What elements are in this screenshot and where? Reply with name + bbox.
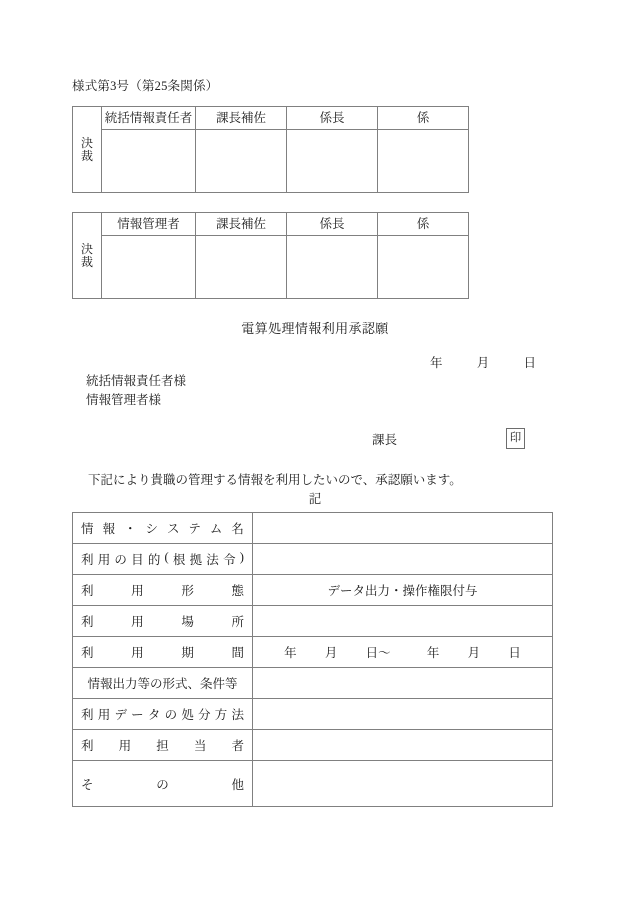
label-spread: 利 用 形 態 — [81, 584, 244, 598]
detail-value-data-disposal[interactable] — [253, 699, 553, 730]
date-line — [430, 353, 536, 371]
detail-label-purpose — [73, 544, 253, 575]
stamp-label-char: 決 — [80, 135, 93, 150]
addressee-line: 情報管理者様 — [86, 393, 162, 408]
detail-label-output-format: 情報出力等の形式、条件等 — [73, 668, 253, 699]
detail-table — [72, 512, 553, 807]
seal-stamp-box[interactable]: 印 — [506, 428, 525, 449]
usage-period-date-range — [284, 646, 521, 660]
approval-role-header: 課長補佐 — [196, 213, 287, 236]
detail-label-system-name — [73, 513, 253, 544]
addressee-line: 統括情報責任者様 — [86, 374, 187, 388]
approval-role-header: 課長補佐 — [196, 107, 287, 130]
table-row — [73, 236, 469, 299]
detail-label-person-in-charge — [73, 730, 253, 761]
label-spread: そ の 他 — [81, 777, 244, 792]
detail-value-usage-form[interactable]: データ出力・操作権限付与 — [253, 575, 553, 606]
table-row — [73, 130, 469, 193]
table-row — [73, 761, 553, 807]
addressee-block — [86, 372, 186, 411]
approval-signature-cell[interactable] — [196, 130, 287, 193]
detail-table-body — [73, 513, 553, 807]
date-day-label: 日 — [523, 356, 537, 370]
detail-value-purpose[interactable] — [253, 544, 553, 575]
label-spread: 情 報 ・ シ ス テ ム 名 — [81, 522, 244, 536]
approval-table-chief-information-officer — [72, 106, 469, 193]
approval-role-header: 係長 — [287, 107, 378, 130]
table-row — [73, 213, 469, 236]
period-start-month: 月 — [324, 646, 338, 660]
approval-role-header: 係 — [378, 107, 469, 130]
table-row — [73, 606, 553, 637]
period-end-day: 日 — [508, 646, 521, 660]
detail-value-usage-place[interactable] — [253, 606, 553, 637]
approval-role-header: 情報管理者 — [102, 213, 196, 236]
document-title: 電算処理情報利用承認願 — [241, 321, 389, 336]
table-row — [73, 544, 553, 575]
approval-signature-cell[interactable] — [102, 236, 196, 299]
detail-label-usage-period — [73, 637, 253, 668]
stamp-label-char: 裁 — [80, 148, 93, 163]
table-row — [73, 513, 553, 544]
period-end-year: 年 — [426, 646, 440, 660]
date-year-label: 年 — [430, 356, 443, 370]
detail-label-usage-form — [73, 575, 253, 606]
approval-signature-cell[interactable] — [378, 130, 469, 193]
detail-value-system-name[interactable] — [253, 513, 553, 544]
table-row — [73, 575, 553, 606]
approval-signature-cell[interactable] — [287, 130, 378, 193]
table-row — [73, 699, 553, 730]
approval-signature-cell[interactable] — [287, 236, 378, 299]
label-spread: 利 用 担 当 者 — [81, 739, 244, 753]
label-spread: 利 用 場 所 — [81, 615, 244, 629]
signer-title: 課長 — [372, 433, 398, 447]
detail-value-other[interactable] — [253, 761, 553, 807]
period-start-day: 日〜 — [365, 646, 391, 660]
stamp-label-char: 決 — [80, 241, 93, 256]
detail-value-person-in-charge[interactable] — [253, 730, 553, 761]
approval-role-header: 係長 — [287, 213, 378, 236]
label-spread: 利 用 の 目 的 ( 根 拠 法 令 ) — [81, 550, 244, 567]
approval-stamp-label — [73, 213, 102, 299]
label-spread: 利 用 デ ー タ の 処 分 方 法 — [81, 708, 244, 722]
approval-role-header: 統括情報責任者 — [102, 107, 196, 130]
ki-marker: 記 — [308, 492, 322, 506]
detail-label-other — [73, 761, 253, 807]
label-spread: 利 用 期 間 — [81, 646, 244, 660]
approval-signature-cell[interactable] — [378, 236, 469, 299]
period-end-month: 月 — [467, 646, 481, 660]
approval-stamp-label — [73, 107, 102, 193]
detail-label-data-disposal — [73, 699, 253, 730]
table-row — [73, 668, 553, 699]
approval-role-header: 係 — [378, 213, 469, 236]
signer-row — [372, 428, 532, 450]
stamp-label-char: 裁 — [80, 254, 93, 269]
table-row — [73, 637, 553, 668]
approval-table-information-manager — [72, 212, 469, 299]
body-sentence: 下記により貴職の管理する情報を利用したいので、承認願います。 — [88, 473, 462, 487]
approval-signature-cell[interactable] — [196, 236, 287, 299]
detail-value-usage-period[interactable] — [253, 637, 553, 668]
approval-signature-cell[interactable] — [102, 130, 196, 193]
table-row — [73, 107, 469, 130]
period-start-year: 年 — [284, 646, 297, 660]
detail-label-usage-place — [73, 606, 253, 637]
form-number: 様式第3号（第25条関係） — [72, 79, 219, 93]
detail-value-output-format[interactable] — [253, 668, 553, 699]
table-row — [73, 730, 553, 761]
date-month-label: 月 — [476, 356, 490, 370]
